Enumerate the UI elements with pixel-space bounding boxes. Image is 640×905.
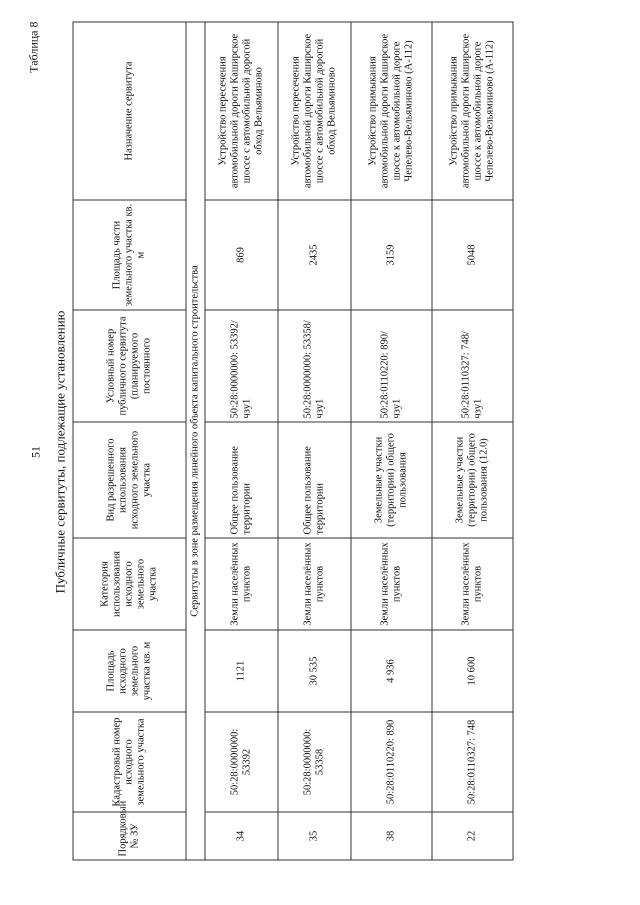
cell-servitude: 50:28:0110220: 890/чзу1	[351, 310, 432, 422]
page-number: 51	[28, 446, 43, 458]
cell-area: 30 535	[278, 630, 351, 712]
cell-purpose: Устройство пересечения автомобильной дороги Каширское шоссе с автомобильной дорогой обход Вельяминово	[278, 22, 351, 200]
cell-part-area: 2435	[278, 200, 351, 310]
table-number: Таблица 8	[26, 21, 41, 73]
cell-servitude: 50:28:0110327: 748/чзу1	[432, 310, 513, 422]
header-part-area: Площадь части земельного участка кв. м	[73, 200, 186, 310]
cell-cadastral: 50:28:0000000: 53392	[205, 712, 278, 812]
cell-category: Земли населённых пунктов	[432, 538, 513, 630]
cell-use: Общее пользование территории	[278, 422, 351, 538]
cell-num: 34	[205, 812, 278, 860]
header-use: Вид разрешенного использования исходного земельного участка	[73, 422, 186, 538]
cell-servitude: 50:28:0000000: 53392/чзу1	[205, 310, 278, 422]
header-area: Площадь исходного земельного участка кв. м	[73, 630, 186, 712]
cell-purpose: Устройство пересечения автомобильной дороги Каширское шоссе с автомобильной дорогой обход Вельяминово	[205, 22, 278, 200]
cell-cadastral: 50:28:0110327: 748	[432, 712, 513, 812]
cell-category: Земли населённых пунктов	[205, 538, 278, 630]
cell-part-area: 5048	[432, 200, 513, 310]
cell-area: 1121	[205, 630, 278, 712]
cell-area: 4 936	[351, 630, 432, 712]
cell-servitude: 50:28:0000000: 53358/чзу1	[278, 310, 351, 422]
cell-category: Земли населённых пунктов	[278, 538, 351, 630]
header-num: Порядковый № ЗУ	[73, 812, 186, 860]
cell-num: 38	[351, 812, 432, 860]
table-row	[278, 22, 351, 860]
cell-category: Земли населённых пунктов	[351, 538, 432, 630]
servitude-table	[73, 22, 514, 861]
cell-area: 10 600	[432, 630, 513, 712]
cell-use: Земельные участки (территории) общего пользования (12.0)	[432, 422, 513, 538]
cell-cadastral: 50:28:0110220: 890	[351, 712, 432, 812]
cell-purpose: Устройство примыкания автомобильной дороги Каширское шоссе к автомобильной дороге Чепелево-Вельяминово (А-112)	[351, 22, 432, 200]
cell-part-area: 3159	[351, 200, 432, 310]
cell-use: Земельные участки (территории) общего пользования	[351, 422, 432, 538]
rotated-page	[1, 0, 640, 905]
table-title: Публичные сервитуты, подлежащие установлению	[52, 310, 68, 594]
header-category: Категория использования исходного земельного участка	[73, 538, 186, 630]
header-purpose: Назначение сервитута	[73, 22, 186, 200]
header-row	[73, 22, 186, 860]
cell-purpose: Устройство примыкания автомобильной дороги Каширское шоссе к автомобильной дороге Чепелево-Вельяминово (А-112)	[432, 22, 513, 200]
table-row	[432, 22, 513, 860]
section-row	[186, 22, 205, 860]
table-row	[205, 22, 278, 860]
cell-use: Общее пользование территории	[205, 422, 278, 538]
cell-num: 35	[278, 812, 351, 860]
table-row	[351, 22, 432, 860]
header-cadastral: Кадастровый номер исходного земельного участка	[73, 712, 186, 812]
cell-part-area: 869	[205, 200, 278, 310]
header-servitude: Условный номер публичного сервитута (планируемого постоянного	[73, 310, 186, 422]
section-title: Сервитуты в зоне размещения линейного объекта капитального строительства	[186, 22, 205, 860]
cell-num: 22	[432, 812, 513, 860]
cell-cadastral: 50:28:0000000: 53358	[278, 712, 351, 812]
